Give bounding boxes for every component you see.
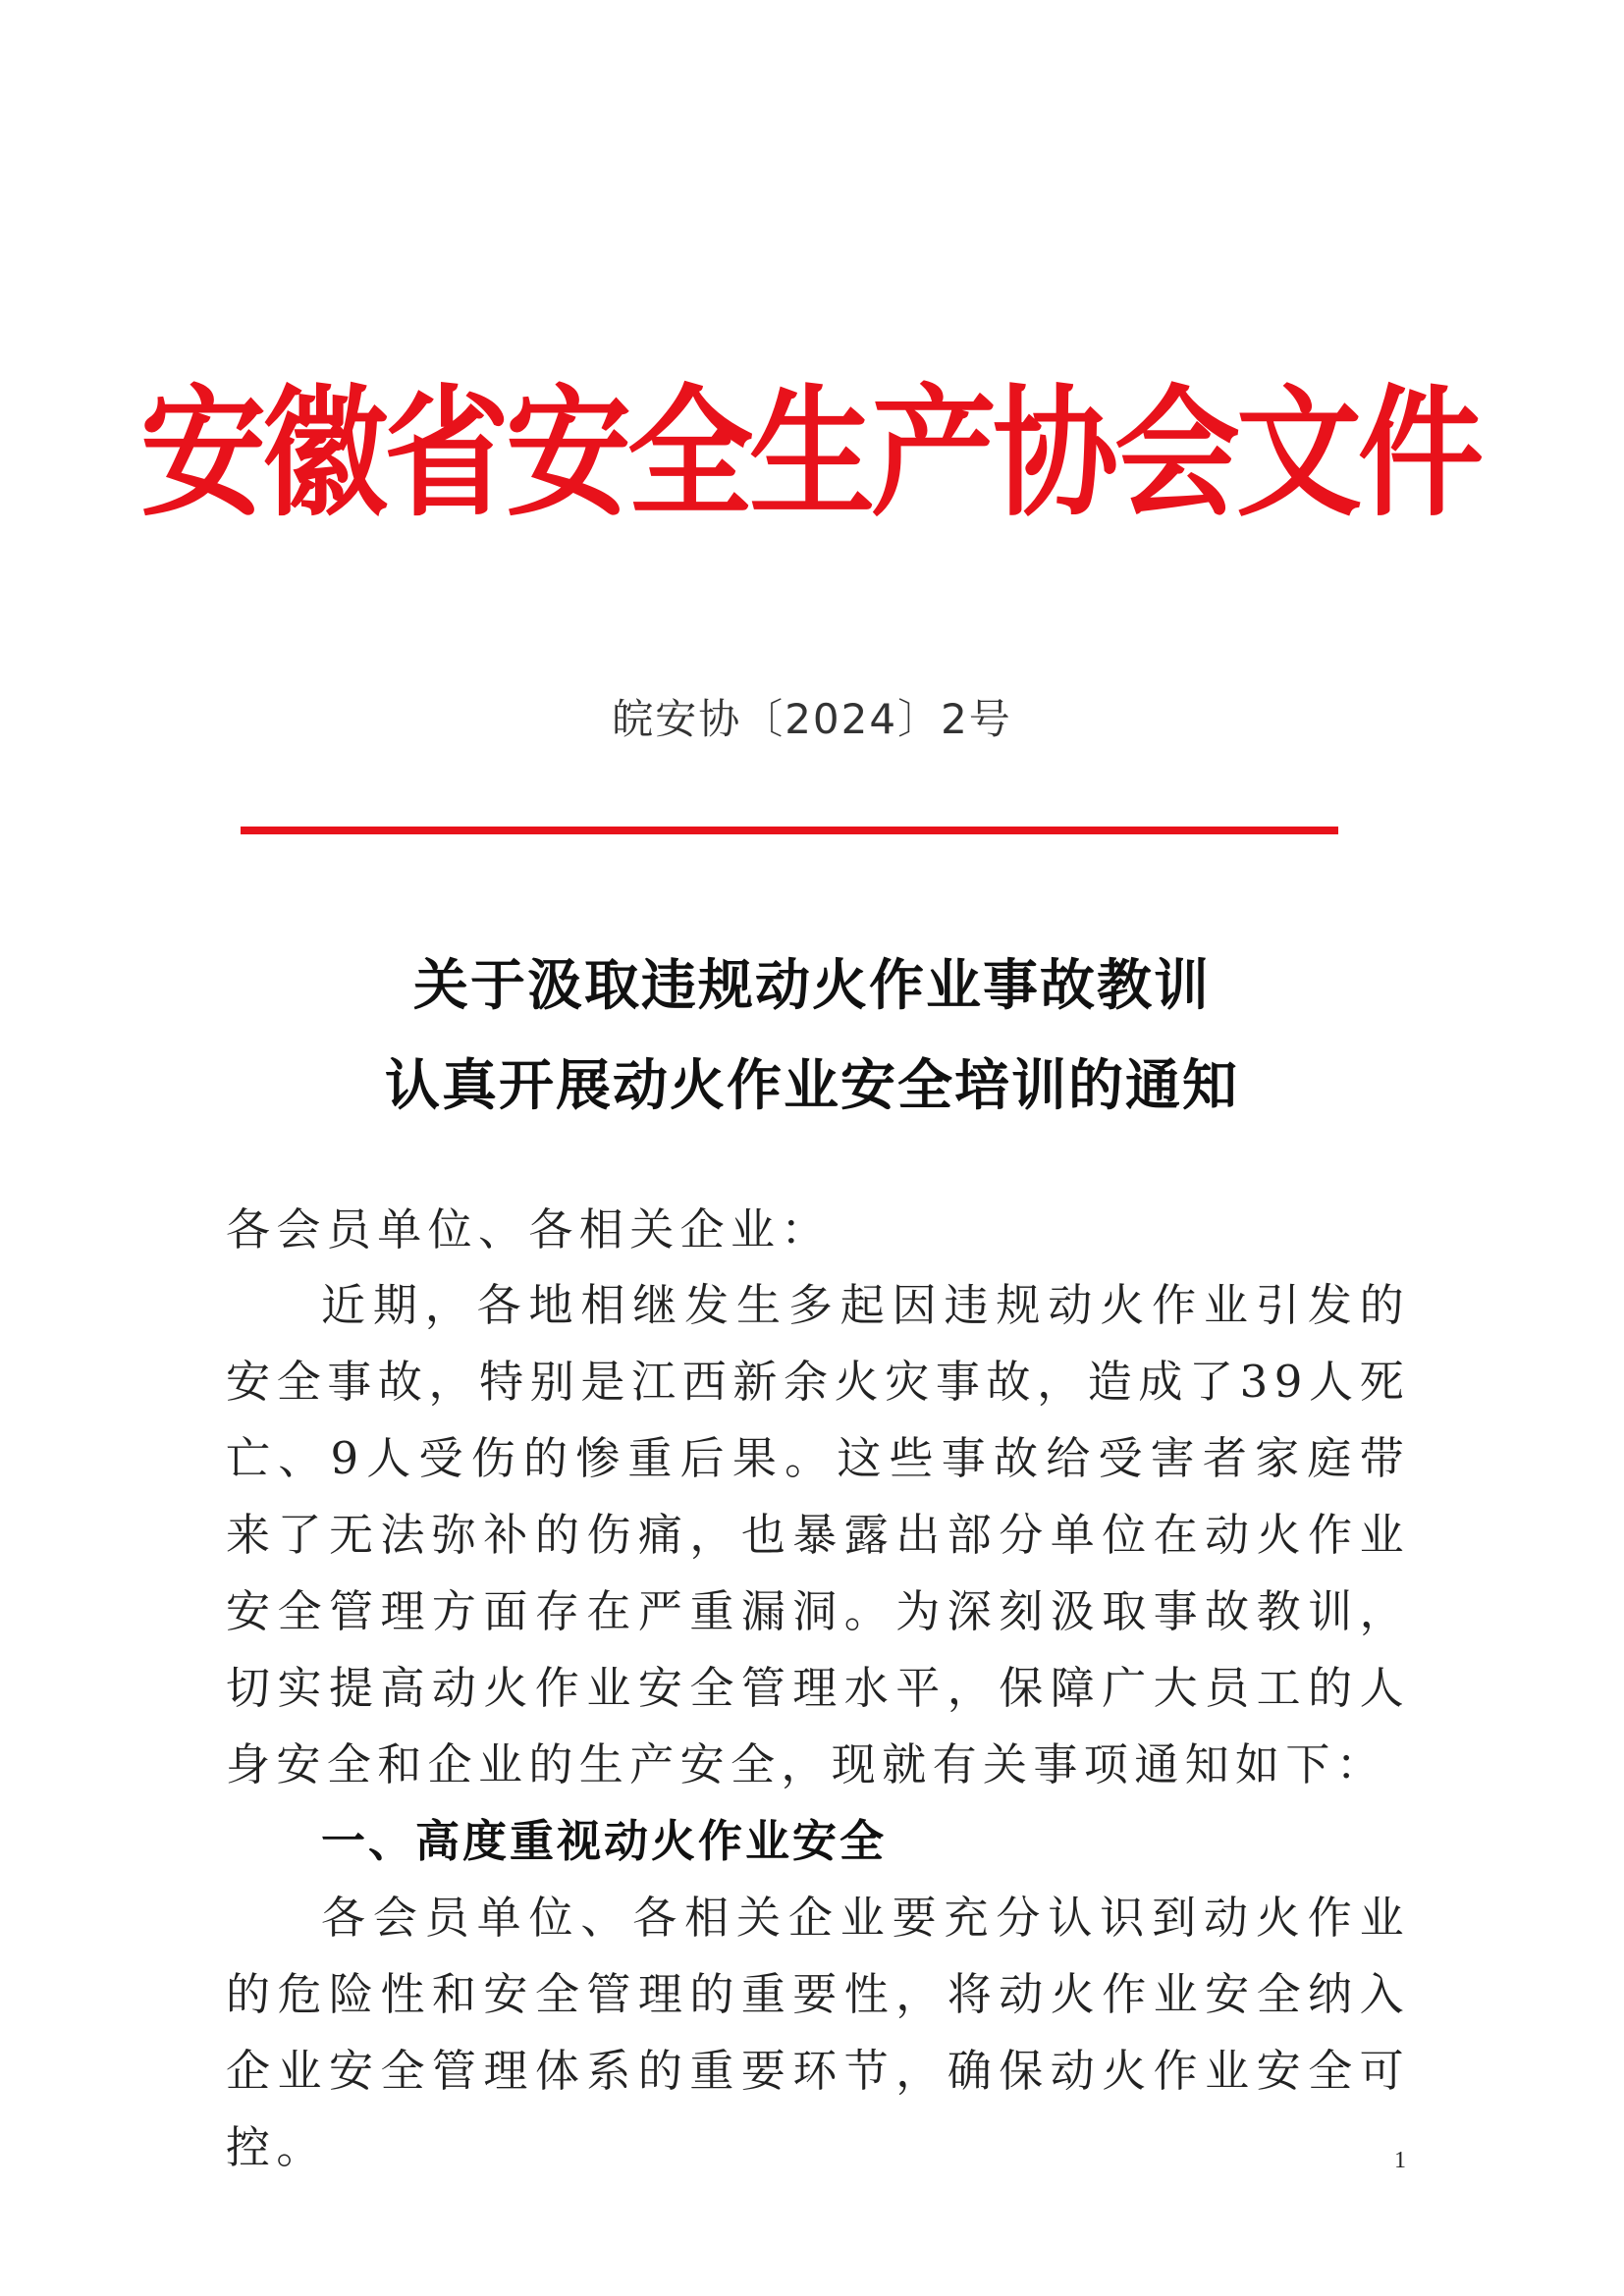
body-paragraph-1: 近期，各地相继发生多起因违规动火作业引发的安全事故，特别是江西新余火灾事故，造成了39人死亡、9人受伤的惨重后果。这些事故给受害者家庭带来了无法弥补的伤痛，也暴露出部分单位在动火作业安全管理方面存在严重漏洞。为深刻汲取事故教训，切实提高动火作业安全管理水平，保障广大员工的人身安全和企业的生产安全，现就有关事项通知如下：: [226, 1279, 1410, 1790]
body-paragraph-2: 各会员单位、各相关企业要充分认识到动火作业的危险性和安全管理的重要性，将动火作业安全纳入企业安全管理体系的重要环节，确保动火作业安全可控。: [226, 1892, 1410, 2173]
section-heading-1: 一、高度重视动火作业安全: [321, 1815, 888, 1867]
notice-title-line-2: 认真开展动火作业安全培训的通知: [385, 1053, 1239, 1118]
page-number: 1: [1394, 2148, 1406, 2173]
document-number: 皖安协〔2024〕2号: [612, 695, 1012, 743]
org-masthead: 安徽省安全生产协会文件: [140, 372, 1481, 537]
salutation: 各会员单位、各相关企业：: [226, 1203, 832, 1255]
red-divider-rule: [241, 827, 1338, 834]
notice-title-line-1: 关于汲取违规动火作业事故教训: [413, 953, 1211, 1018]
